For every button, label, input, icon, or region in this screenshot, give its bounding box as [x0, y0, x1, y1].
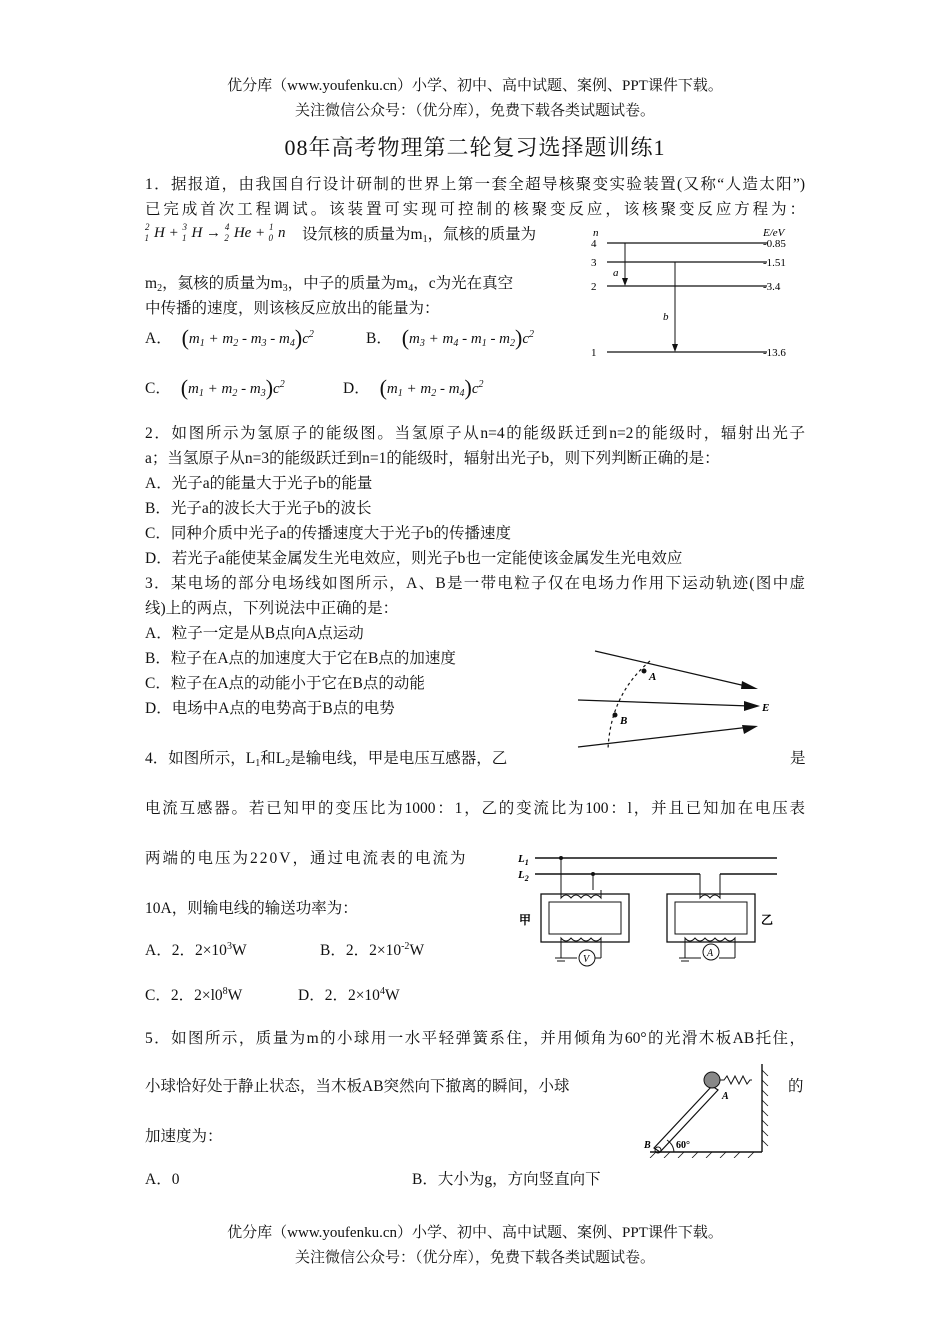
q1-equation: $^2_1$ H + $^3_1$ H → $^4_2$ He + $^1_0$ n [144, 222, 286, 243]
q1-line-2: 已完成首次工程调试。该装置可实现可控制的核聚变反应，该核聚变反应方程为： [145, 201, 805, 218]
q1-line-5: 中传播的速度，则该核反应放出的能量为： [145, 300, 440, 317]
label-a: A [649, 671, 657, 683]
q1-line-1: 1．据报道，由我国自行设计研制的世界上第一套全超导核聚变实验装置(又称“人造太阳”) [145, 176, 805, 193]
label-l2: $L_2$ [518, 869, 529, 883]
label-e: E [762, 702, 770, 714]
ball [704, 1072, 720, 1088]
q2-option-a[interactable]: A．光子a的能量大于光子b的能量 [145, 475, 373, 492]
level-n-2: 2 [591, 281, 597, 293]
level-e-1: -13.6 [763, 347, 786, 359]
trajectory-path [608, 661, 650, 750]
page-title: 08年高考物理第二轮复习选择题训练1 [284, 135, 666, 160]
label-yi: 乙 [761, 913, 774, 927]
q3-option-b[interactable]: B．粒子在A点的加速度大于它在B点的加速度 [145, 650, 456, 667]
q4-line-3: 两端的电压为220V，通过电流表的电流为 [145, 850, 468, 867]
transition-b-label: b [663, 311, 669, 323]
level-n-4: 4 [591, 238, 597, 250]
q3-option-a[interactable]: A．粒子一定是从B点向A点运动 [145, 625, 364, 642]
transformer-diagram [515, 850, 785, 970]
q4-option-d[interactable]: D．2．$2\times 10^4W$ [298, 986, 400, 1004]
q5-line-1: 5．如图所示，质量为m的小球用一水平轻弹簧系住，并用倾角为60°的光滑木板AB托住， [145, 1030, 805, 1047]
q1-option-a[interactable]: A． $(m_1 + m_2 - m_3 - m_4)c^2$ [145, 325, 314, 350]
q3-line-1: 3．某电场的部分电场线如图所示，A、B是一带电粒子仅在电场力作用下运动轨迹(图中虚 [145, 575, 805, 592]
q2-option-b[interactable]: B．光子a的波长大于光子b的波长 [145, 500, 372, 517]
transformer-jia-core [541, 894, 629, 942]
q2-line-1: 2．如图所示为氢原子的能级图。当氢原子从n=4的能级跃迁到n=2的能级时，辐射出光子 [145, 425, 805, 442]
q2-option-d[interactable]: D．若光子a能使某金属发生光电效应，则光子b也一定能使该金属发生光电效应 [145, 550, 683, 567]
point-a [642, 669, 647, 674]
q3-line-2: 线)上的两点，下列说法中正确的是： [145, 600, 399, 617]
incline-spring-diagram [630, 1062, 775, 1158]
ammeter-label: A [707, 948, 714, 959]
electric-field-diagram [570, 645, 785, 757]
transformer-yi-core [667, 894, 755, 942]
header-line-1: 优分库（www.youfenku.cn）小学、初中、高中试题、案例、PPT课件下载。 [227, 78, 723, 94]
n-axis-label: n [593, 227, 599, 239]
q4-line-2: 电流互感器。若已知甲的变压比为1000：1，乙的变流比为100：l，并且已知加在电压表 [145, 800, 805, 817]
q3-option-c[interactable]: C．粒子在A点的动能小于它在B点的动能 [145, 675, 425, 692]
field-line-top [595, 651, 750, 687]
header-line-2: 关注微信公众号：（优分库），免费下载各类试题试卷。 [294, 103, 655, 119]
q5-line-2: 小球恰好处于静止状态，当木板AB突然向下撤离的瞬间，小球 [145, 1078, 570, 1095]
q1-option-c[interactable]: C． $(m_1 + m_2 - m_3)c^2$ [145, 375, 285, 400]
footer-line-2: 关注微信公众号：（优分库），免费下载各类试题试卷。 [294, 1250, 655, 1266]
q2-option-c[interactable]: C．同种介质中光子a的传播速度大于光子b的传播速度 [145, 525, 511, 542]
q4-option-a[interactable]: A．2．$2\times 10^3W$ [145, 941, 247, 959]
q5-option-a[interactable]: A．0 [145, 1171, 180, 1188]
point-b [613, 713, 618, 718]
q4-line-1-end: 是 [790, 750, 806, 767]
q4-option-b[interactable]: B．2．$2\times 10^{-2}W$ [320, 941, 425, 959]
label-jia: 甲 [519, 913, 532, 927]
q1-option-b[interactable]: B． $(m_3 + m_4 - m_1 - m_2)c^2$ [366, 325, 535, 350]
label-b: B [644, 1140, 651, 1151]
q1-line-4: $m_2$，氦核的质量为$m_3$，中子的质量为$m_4$，c为光在真空 [145, 275, 514, 294]
level-e-3: -1.51 [763, 257, 786, 269]
q1-line-3: 设氘核的质量为$m_1$，氚核的质量为 [302, 226, 537, 245]
level-e-2: -3.4 [763, 281, 781, 293]
field-line-middle [578, 700, 750, 706]
level-n-3: 3 [591, 257, 597, 269]
q4-option-c[interactable]: C．2．$2\times l0^8W$ [145, 986, 243, 1004]
label-a: A [722, 1091, 729, 1102]
q3-option-d[interactable]: D．电场中A点的电势高于B点的电势 [145, 700, 395, 717]
q4-line-1: 4．如图所示，$L_1$和$L_2$是输电线，甲是电压互感器，乙 [145, 750, 508, 769]
label-b: B [620, 715, 628, 727]
level-e-4: -0.85 [763, 238, 786, 250]
energy-level-diagram [585, 222, 800, 367]
q1-option-d[interactable]: D． $(m_1 + m_2 - m_4)c^2$ [343, 375, 484, 400]
field-line-bottom [578, 727, 750, 747]
label-angle: 60° [676, 1140, 690, 1151]
q2-line-2: a；当氢原子从n=3的能级跃迁到n=1的能级时，辐射出光子b，则下列判断正确的是： [145, 450, 720, 467]
label-l1: $L_1$ [518, 853, 529, 867]
voltmeter-label: V [583, 954, 590, 965]
transition-a-label: a [613, 267, 619, 279]
level-n-1: 1 [591, 347, 597, 359]
q4-line-4: 10A，则输电线的输送功率为： [145, 900, 358, 917]
q5-line-2-end: 的 [788, 1078, 804, 1095]
footer-line-1: 优分库（www.youfenku.cn）小学、初中、高中试题、案例、PPT课件下载。 [227, 1225, 723, 1241]
e-axis-label: E/eV [763, 227, 785, 239]
spring [720, 1076, 752, 1084]
q5-line-3: 加速度为： [145, 1128, 223, 1145]
q5-option-b[interactable]: B．大小为g，方向竖直向下 [412, 1171, 601, 1188]
